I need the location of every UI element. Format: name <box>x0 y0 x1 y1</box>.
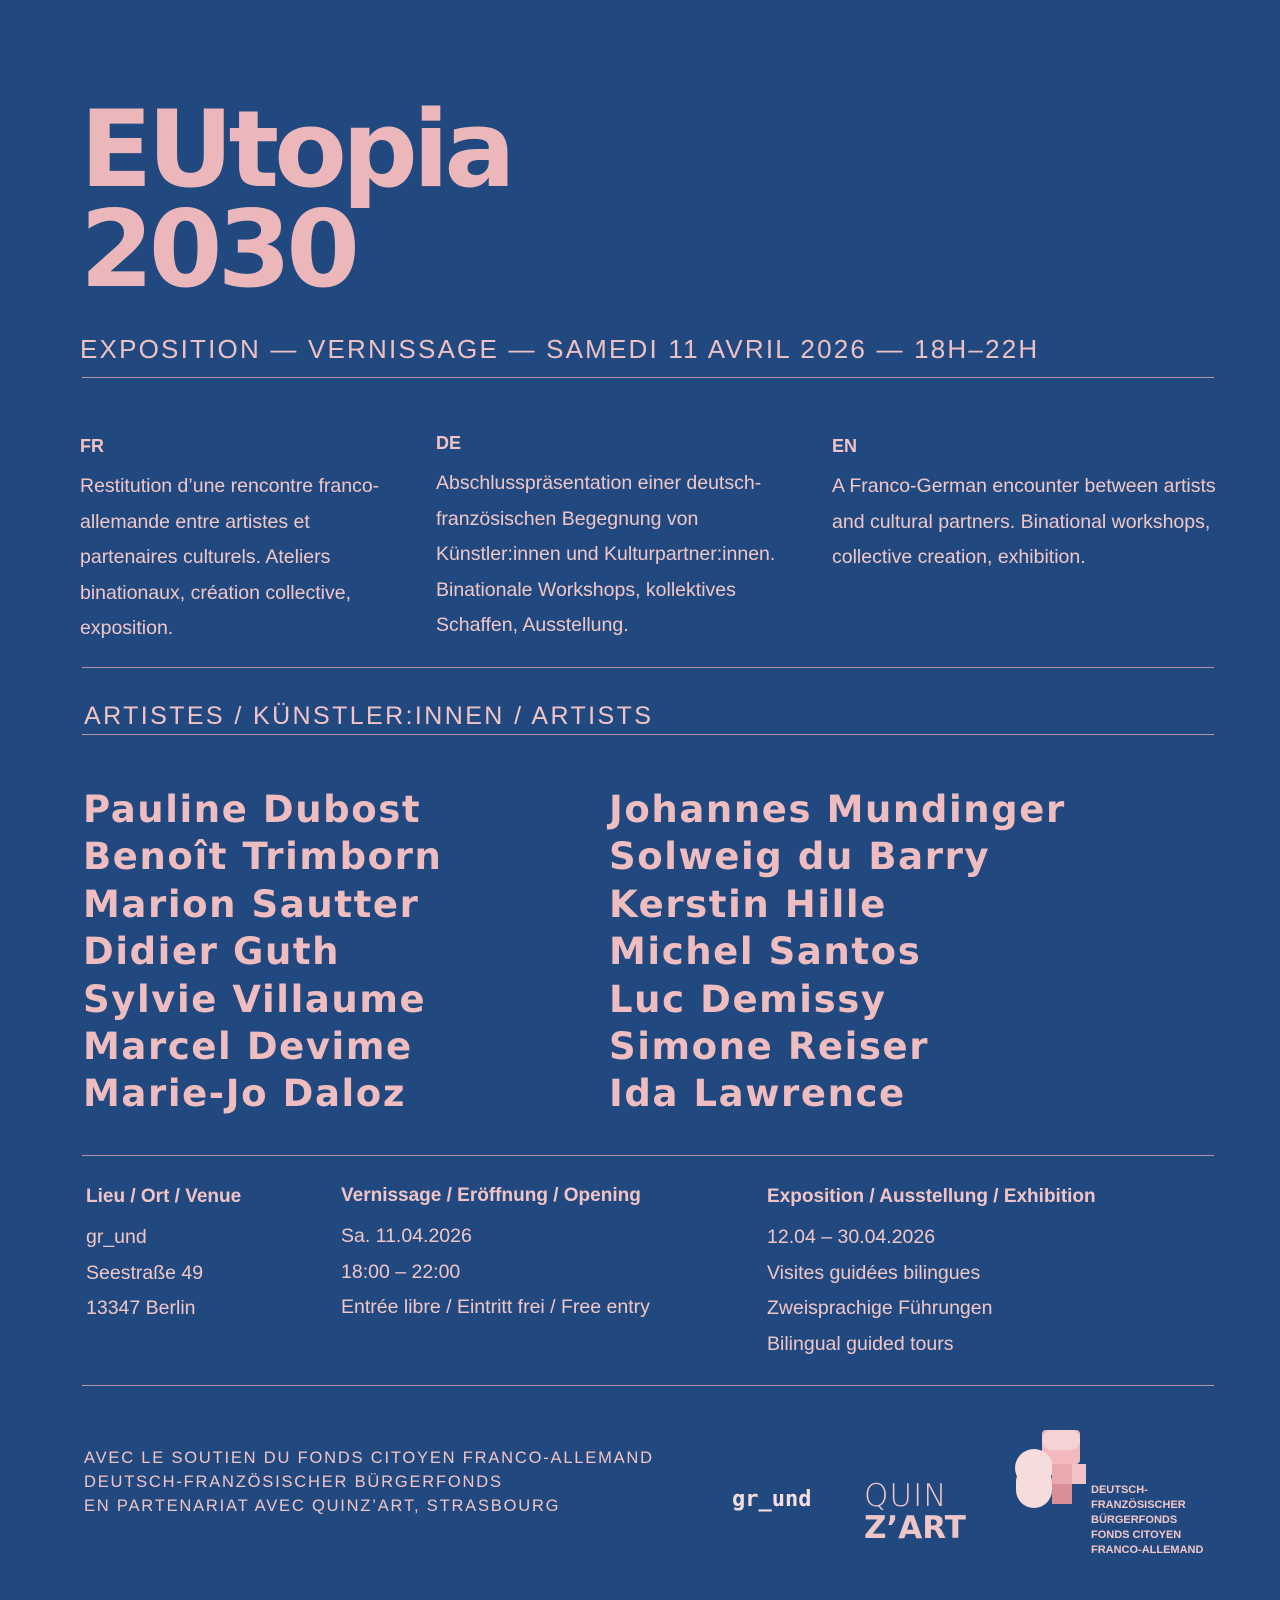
artist-name: Didier Guth <box>83 930 341 974</box>
divider <box>82 1385 1214 1386</box>
dfbf-logo-text <box>1091 1483 1203 1558</box>
artist-name: Marie-Jo Daloz <box>83 1072 406 1116</box>
artist-name: Pauline Dubost <box>83 788 422 831</box>
support-line: DEUTSCH-FRANZÖSISCHER BÜRGERFONDS <box>84 1473 503 1491</box>
intro-text-fr: Restitution d’une rencontre franco-allemande entre artistes et partenaires culturels. Ateliers binationaux, création collective, exposition. <box>80 475 380 639</box>
exhibition-heading: Exposition / Ausstellung / Exhibition <box>767 1186 1096 1207</box>
artists-column-left <box>83 786 442 1118</box>
artist-name: Sylvie Villaume <box>83 977 427 1021</box>
artist-name: Marion Sautter <box>83 882 420 926</box>
venue-line: 13347 Berlin <box>86 1297 196 1319</box>
artist-name: Ida Lawrence <box>609 1072 906 1116</box>
artist-name: Kerstin Hille <box>609 882 887 926</box>
dfbf-line: DEUTSCH- <box>1091 1484 1148 1496</box>
artist-name: Solweig du Barry <box>609 835 991 879</box>
artist-name: Marcel Devime <box>83 1025 413 1069</box>
dfbf-line: FONDS CITOYEN <box>1091 1529 1182 1541</box>
exhibition-line: Bilingual guided tours <box>767 1332 954 1355</box>
artist-name: Michel Santos <box>609 930 922 974</box>
grund-logo: gr_und <box>732 1487 812 1512</box>
artist-name: Luc Demissy <box>609 977 887 1021</box>
support-line: EN PARTENARIAT AVEC QUINZ’ART, STRASBOURG <box>84 1497 561 1515</box>
divider <box>82 734 1214 735</box>
artists-column-right <box>609 786 1066 1118</box>
divider <box>82 1155 1214 1156</box>
title-line-1: EUtopia <box>80 88 511 211</box>
dfbf-line: FRANCO-ALLEMAND <box>1091 1544 1204 1556</box>
opening-line: Entrée libre / Eintritt frei / Free entry <box>341 1296 650 1318</box>
venue-line: Seestraße 49 <box>86 1261 204 1284</box>
intro-de <box>436 433 816 644</box>
lang-code-de: DE <box>436 433 462 453</box>
poster-title <box>80 88 511 311</box>
dfbf-line: BÜRGERFONDS <box>1091 1514 1178 1526</box>
exhibition-line: Visites guidées bilingues <box>767 1261 981 1284</box>
artists-heading: ARTISTES / KÜNSTLER:INNEN / ARTISTS <box>84 702 654 730</box>
dfbf-line: FRANZÖSISCHER <box>1091 1499 1186 1511</box>
quinzart-logo-line-2: Z’ART <box>864 1510 966 1546</box>
opening-info <box>341 1185 650 1326</box>
venue-heading: Lieu / Ort / Venue <box>86 1186 242 1207</box>
exhibition-line: 12.04 – 30.04.2026 <box>767 1226 936 1248</box>
intro-en <box>832 436 1217 576</box>
intro-text-en: A Franco-German encounter between artists and cultural partners. Binational workshops, collective creation, exhibition. <box>832 475 1216 568</box>
quinzart-logo <box>864 1480 966 1544</box>
divider <box>82 667 1214 668</box>
opening-line: Sa. 11.04.2026 <box>341 1225 472 1247</box>
exhibition-info <box>767 1186 1096 1362</box>
title-line-2: 2030 <box>80 188 356 311</box>
venue-line: gr_und <box>86 1226 147 1248</box>
venue-info <box>86 1186 241 1327</box>
support-credits <box>84 1446 654 1518</box>
quinzart-logo-line-1: QUIN <box>864 1478 948 1514</box>
lang-code-en: EN <box>832 436 858 456</box>
exhibition-line: Zweisprachige Führungen <box>767 1297 993 1319</box>
lang-code-fr: FR <box>80 436 104 456</box>
support-line: AVEC LE SOUTIEN DU FONDS CITOYEN FRANCO-ALLEMAND <box>84 1449 654 1467</box>
event-subtitle: EXPOSITION — VERNISSAGE — SAMEDI 11 AVRIL 2026 — 18H–22H <box>80 334 1040 364</box>
divider <box>82 377 1214 378</box>
intro-text-de: Abschlusspräsentation einer deutsch-französischen Begegnung von Künstler:innen und Kulturpartner:innen. Binationale Workshops, kollektives Schaffen, Ausstellung. <box>436 472 776 636</box>
artist-name: Simone Reiser <box>609 1025 930 1069</box>
opening-line: 18:00 – 22:00 <box>341 1260 461 1283</box>
dfbf-logo-mark-icon <box>1014 1430 1094 1513</box>
intro-fr <box>80 436 410 647</box>
artist-name: Johannes Mundinger <box>609 788 1066 831</box>
opening-heading: Vernissage / Eröffnung / Opening <box>341 1185 641 1206</box>
artist-name: Benoît Trimborn <box>83 835 443 879</box>
